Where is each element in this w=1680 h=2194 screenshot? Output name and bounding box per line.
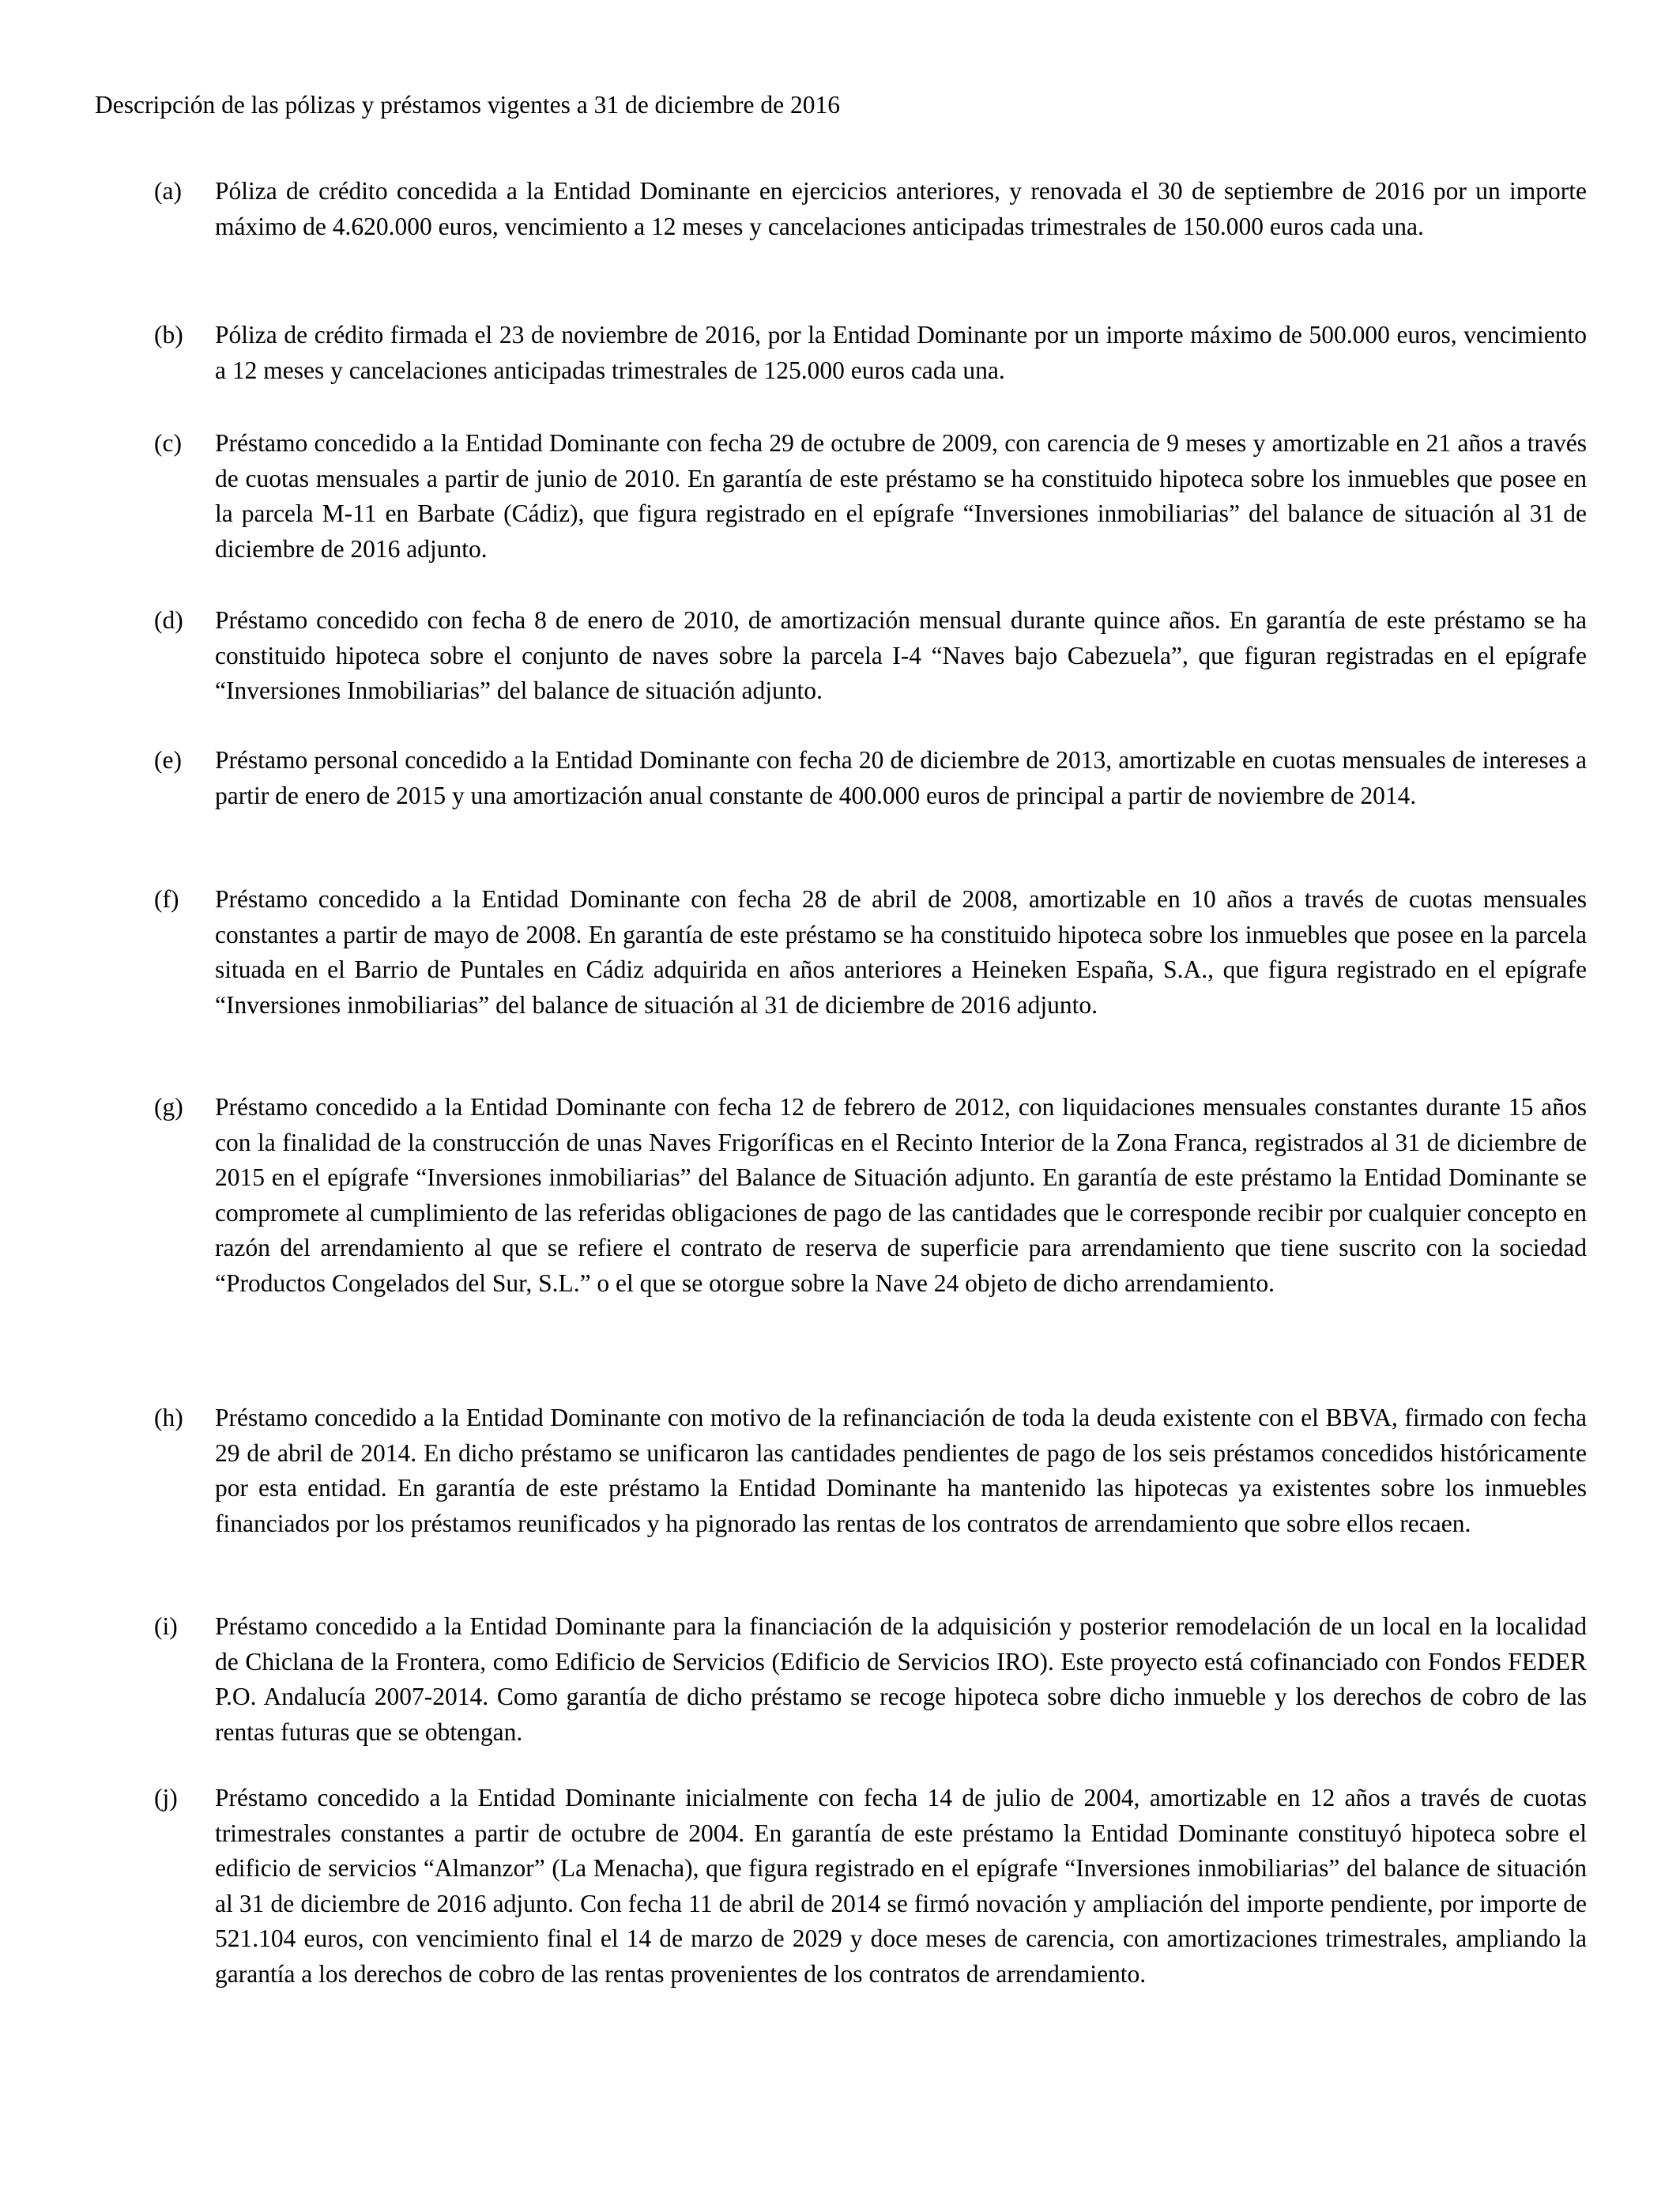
item-text: Préstamo concedido a la Entidad Dominante inicialmente con fecha 14 de julio de 2004, amortizable en 12 años a través de cuotas trimestrales constantes a partir de octubre de 2004. En garantía de este préstamo la Entidad Dominante constituyó hipoteca sobre el edificio de servicios “Almanzor” (La Menacha), que figura registrado en el epígrafe “Inversiones inmobiliarias” del balance de situación al 31 de diciembre de 2016 adjunto. Con fecha 11 de abril de 2014 se firmó novación y ampliación del importe pendiente, por importe de 521.104 euros, con vencimiento final el 14 de marzo de 2029 y doce meses de carencia, con amortizaciones trimestrales, ampliando la garantía a los derechos de cobro de las rentas provenientes de los contratos de arrendamiento. <box>215 1784 1587 1988</box>
list-item-e <box>154 743 1587 813</box>
item-text: Póliza de crédito firmada el 23 de noviembre de 2016, por la Entidad Dominante por un importe máximo de 500.000 euros, vencimiento a 12 meses y cancelaciones anticipadas trimestrales de 125.000 euros cada una. <box>215 321 1587 384</box>
item-marker: (c) <box>154 429 182 457</box>
list-item-d <box>154 603 1587 709</box>
item-marker: (h) <box>154 1404 183 1431</box>
item-marker: (d) <box>154 606 183 634</box>
item-text: Préstamo concedido a la Entidad Dominante con fecha 12 de febrero de 2012, con liquidaciones mensuales constantes durante 15 años con la finalidad de la construcción de unas Naves Frigoríficas en el Recinto Interior de la Zona Franca, registrados al 31 de diciembre de 2015 en el epígrafe “Inversiones inmobiliarias” del Balance de Situación adjunto. En garantía de este préstamo la Entidad Dominante se compromete al cumplimiento de las referidas obligaciones de pago de las cantidades que le corresponde recibir por cualquier concepto en razón del arrendamiento al que se refiere el contrato de reserva de superficie para arrendamiento que tiene suscrito con la sociedad “Productos Congelados del Sur, S.L.” o el que se otorgue sobre la Nave 24 objeto de dicho arrendamiento. <box>215 1093 1587 1297</box>
list-item-b <box>154 318 1587 388</box>
document-heading: Descripción de las pólizas y préstamos vigentes a 31 de diciembre de 2016 <box>95 91 840 119</box>
item-text: Póliza de crédito concedida a la Entidad Dominante en ejercicios anteriores, y renovada el 30 de septiembre de 2016 por un importe máximo de 4.620.000 euros, vencimiento a 12 meses y cancelaciones anticipadas trimestrales de 150.000 euros cada una. <box>215 177 1587 240</box>
item-text: Préstamo concedido a la Entidad Dominante para la financiación de la adquisición y posterior remodelación de un local en la localidad de Chiclana de la Frontera, como Edificio de Servicios (Edificio de Servicios IRO). Este proyecto está cofinanciado con Fondos FEDER P.O. Andalucía 2007-2014. Como garantía de dicho préstamo se recoge hipoteca sobre dicho inmueble y los derechos de cobro de las rentas futuras que se obtengan. <box>215 1612 1587 1746</box>
list-item-f <box>154 882 1587 1023</box>
item-text: Préstamo concedido a la Entidad Dominante con fecha 28 de abril de 2008, amortizable en 10 años a través de cuotas mensuales constantes a partir de mayo de 2008. En garantía de este préstamo se ha constituido hipoteca sobre los inmuebles que posee en la parcela situada en el Barrio de Puntales en Cádiz adquirida en años anteriores a Heineken España, S.A., que figura registrado en el epígrafe “Inversiones inmobiliarias” del balance de situación al 31 de diciembre de 2016 adjunto. <box>215 885 1587 1019</box>
item-marker: (j) <box>154 1784 178 1811</box>
list-item-a <box>154 174 1587 244</box>
item-marker: (f) <box>154 885 179 913</box>
item-text: Préstamo concedido a la Entidad Dominante con fecha 29 de octubre de 2009, con carencia de 9 meses y amortizable en 21 años a través de cuotas mensuales a partir de junio de 2010. En garantía de este préstamo se ha constituido hipoteca sobre los inmuebles que posee en la parcela M-11 en Barbate (Cádiz), que figura registrado en el epígrafe “Inversiones inmobiliarias” del balance de situación al 31 de diciembre de 2016 adjunto. <box>215 429 1587 563</box>
item-marker: (g) <box>154 1093 183 1121</box>
list-item-g <box>154 1090 1587 1301</box>
list-item-j <box>154 1781 1587 1992</box>
list-item-i <box>154 1609 1587 1750</box>
item-text: Préstamo concedido con fecha 8 de enero de 2010, de amortización mensual durante quince años. En garantía de este préstamo se ha constituido hipoteca sobre el conjunto de naves sobre la parcela I-4 “Naves bajo Cabezuela”, que figuran registradas en el epígrafe “Inversiones Inmobiliarias” del balance de situación adjunto. <box>215 606 1587 704</box>
item-text: Préstamo concedido a la Entidad Dominante con motivo de la refinanciación de toda la deuda existente con el BBVA, firmado con fecha 29 de abril de 2014. En dicho préstamo se unificaron las cantidades pendientes de pago de los seis préstamos concedidos históricamente por esta entidad. En garantía de este préstamo la Entidad Dominante ha mantenido las hipotecas ya existentes sobre los inmuebles financiados por los préstamos reunificados y ha pignorado las rentas de los contratos de arrendamiento que sobre ellos recaen. <box>215 1404 1587 1537</box>
item-marker: (i) <box>154 1612 178 1640</box>
item-marker: (a) <box>154 177 182 205</box>
list-item-c <box>154 426 1587 567</box>
item-text: Préstamo personal concedido a la Entidad Dominante con fecha 20 de diciembre de 2013, amortizable en cuotas mensuales de intereses a partir de enero de 2015 y una amortización anual constante de 400.000 euros de principal a partir de noviembre de 2014. <box>215 746 1587 809</box>
item-marker: (b) <box>154 321 183 349</box>
list-item-h <box>154 1400 1587 1541</box>
item-marker: (e) <box>154 746 182 774</box>
